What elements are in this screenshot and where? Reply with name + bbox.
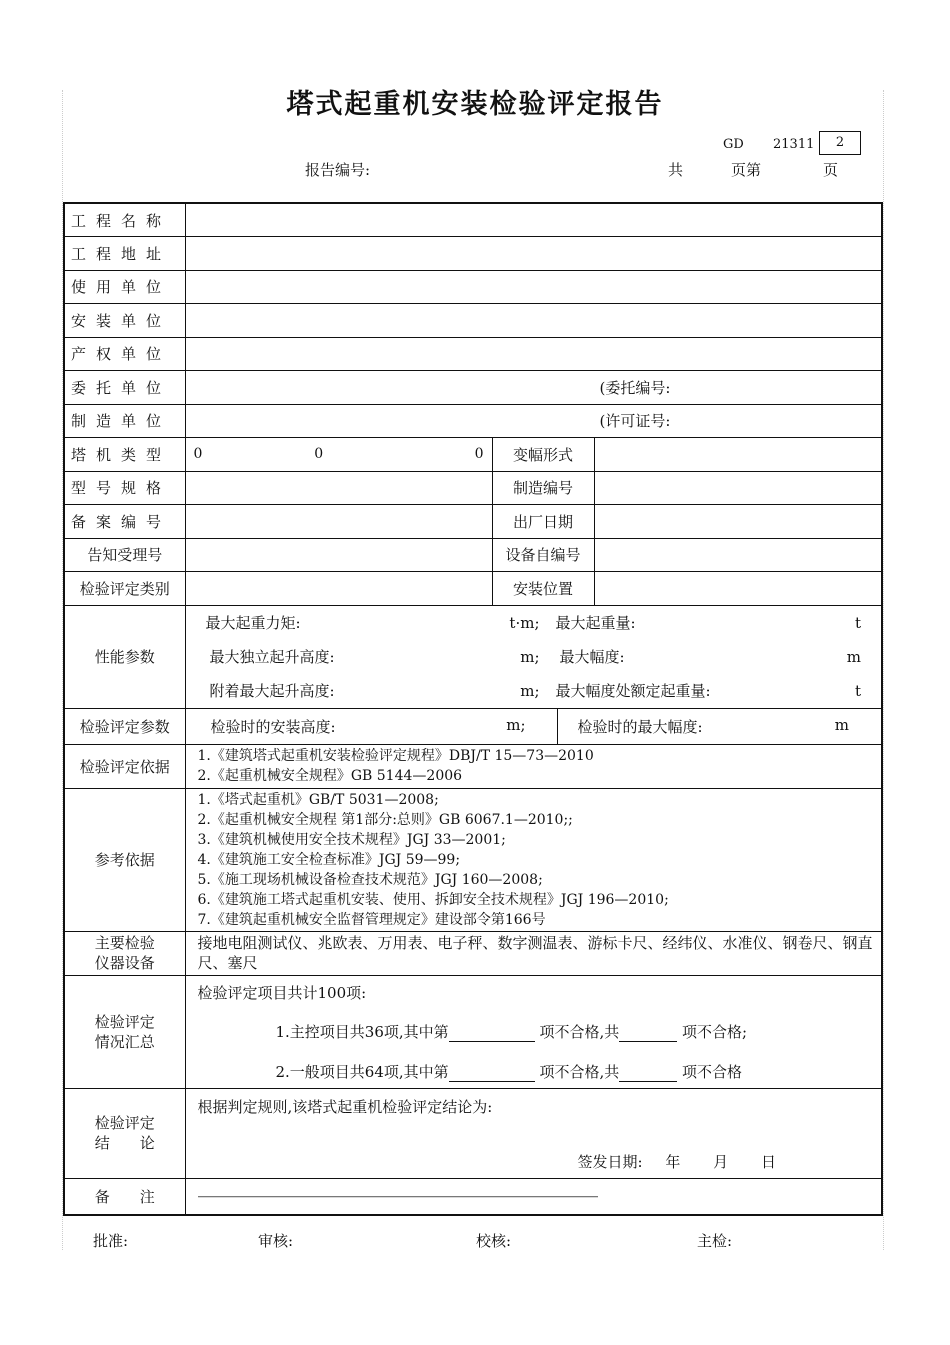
row-performance: [64, 605, 882, 708]
row-record-no: [64, 505, 882, 539]
issue-day: 日: [760, 1152, 776, 1171]
project-addr-field[interactable]: [185, 237, 882, 271]
summary-gen-b: 项不合格,共: [539, 1062, 620, 1081]
total-pages-label: 共: [668, 161, 684, 179]
row-category: [64, 572, 882, 606]
ref-item: 2.《起重机械安全规程 第1部分:总则》GB 6067.1—2010;;: [197, 811, 573, 828]
category-field[interactable]: [185, 572, 492, 606]
row-remark: [64, 1178, 882, 1215]
row-eval-params: [64, 708, 882, 744]
ref-item: 1.《塔式起重机》GB/T 5031—2008;: [197, 791, 439, 808]
crane-type-label: 塔机类型: [64, 438, 185, 472]
maker-unit-field[interactable]: [185, 404, 882, 438]
free-height-label: 最大独立起升高度:: [209, 648, 335, 666]
conclusion-label-2: 结 论: [94, 1134, 155, 1152]
device-no-field[interactable]: [594, 538, 882, 572]
max-radius-label: 最大幅度:: [559, 648, 625, 666]
notice-no-label: 告知受理号: [64, 538, 185, 572]
summary-gen-c: 项不合格: [682, 1062, 743, 1081]
review-label: 审核:: [258, 1232, 294, 1250]
serial-field[interactable]: [594, 471, 882, 505]
summary-main-c: 项不合格;: [682, 1022, 748, 1041]
report-title: 塔式起重机安装检验评定报告: [286, 89, 664, 120]
row-maker-unit: [64, 404, 882, 438]
client-unit-field[interactable]: [185, 371, 882, 405]
summary-gen-a: 2.一般项目共64项,其中第: [275, 1062, 449, 1081]
row-refs: [64, 788, 882, 931]
summary-main-b: 项不合格,共: [539, 1022, 620, 1041]
free-height-unit: m;: [520, 647, 540, 666]
crane-type-value-1: 0: [193, 446, 203, 463]
row-owner-unit: [64, 337, 882, 371]
conclusion-label-1: 检验评定: [94, 1114, 155, 1132]
conclusion-label: [64, 1088, 185, 1178]
row-conclusion: [64, 1088, 882, 1178]
report-no-label: 报告编号:: [305, 161, 371, 179]
code-box: 2: [819, 131, 861, 155]
install-pos-field[interactable]: [594, 572, 882, 606]
serial-label: 制造编号: [492, 471, 594, 505]
row-project-name: [64, 203, 882, 237]
attached-height-label: 附着最大起升高度:: [209, 682, 335, 700]
refs-label: 参考依据: [64, 788, 185, 931]
issue-month: 月: [713, 1152, 729, 1171]
conclusion-text: 根据判定规则,该塔式起重机检验评定结论为:: [197, 1097, 493, 1116]
issue-date-label: 签发日期:: [577, 1152, 643, 1171]
summary-label-2: 情况汇总: [94, 1032, 155, 1051]
ref-item: 5.《施工现场机械设备检查技术规范》JGJ 160—2008;: [197, 871, 543, 888]
refs-field: [185, 788, 882, 931]
model-label: 型号规格: [64, 471, 185, 505]
factory-date-label: 出厂日期: [492, 505, 594, 539]
row-equipment: [64, 931, 882, 975]
main-count-blank[interactable]: [619, 1025, 677, 1042]
radius-load-label: 最大幅度处额定起重量:: [555, 682, 711, 700]
install-unit-field[interactable]: [185, 304, 882, 338]
max-load-unit: t: [854, 613, 861, 632]
check-label: 校核:: [476, 1232, 512, 1250]
ref-item: 4.《建筑施工安全检查标准》JGJ 59—99;: [197, 851, 461, 868]
summary-main-a: 1.主控项目共36项,其中第: [275, 1022, 449, 1041]
remark-label: 备 注: [64, 1178, 185, 1215]
row-client-unit: [64, 371, 882, 405]
approve-label: 批准:: [93, 1232, 129, 1250]
issue-year: 年: [665, 1152, 681, 1171]
summary-general-line: [198, 1061, 876, 1082]
summary-field: [185, 975, 882, 1088]
model-field[interactable]: [185, 471, 492, 505]
project-name-field[interactable]: [185, 203, 882, 237]
page-end-label: 页: [823, 161, 839, 179]
crane-type-field[interactable]: [185, 438, 492, 472]
row-project-addr: [64, 237, 882, 271]
row-notice-no: [64, 538, 882, 572]
row-crane-type: [64, 438, 882, 472]
eval-install-height: [186, 709, 558, 744]
max-moment-unit: t·m;: [509, 613, 540, 632]
client-no-label: (委托编号:: [599, 378, 671, 397]
row-user-unit: [64, 270, 882, 304]
issue-date: [198, 1151, 876, 1172]
basis-item: 2.《起重机械安全规程》GB 5144—2006: [197, 768, 463, 784]
crane-type-value-3: 0: [474, 446, 484, 463]
license-no-label: (许可证号:: [599, 412, 671, 431]
performance-label: 性能参数: [64, 605, 185, 708]
eval-max-radius-unit: m: [834, 715, 849, 734]
ref-item: 7.《建筑起重机械安全监督管理规定》建设部令第166号: [197, 911, 546, 928]
radius-load-unit: t: [854, 681, 861, 700]
user-unit-field[interactable]: [185, 270, 882, 304]
eval-install-height-unit: m;: [506, 715, 526, 734]
equipment-text: 接地电阻测试仪、兆欧表、万用表、电子秤、数字测温表、游标卡尺、经纬仪、水准仪、钢卷尺、钢直尺、塞尺: [185, 931, 882, 975]
luffing-field[interactable]: [594, 438, 882, 472]
basis-field: [185, 744, 882, 788]
summary-label: [64, 975, 185, 1088]
general-item-blank[interactable]: [449, 1065, 535, 1082]
project-name-label: 工程名称: [64, 203, 185, 237]
record-no-label: 备案编号: [64, 505, 185, 539]
eval-params-field: [185, 708, 882, 744]
page-label: 页第: [731, 161, 762, 179]
performance-field: [185, 605, 882, 708]
eval-max-radius-label: 检验时的最大幅度:: [577, 717, 703, 736]
report-form: [63, 202, 883, 1216]
conclusion-field[interactable]: [185, 1088, 882, 1178]
eval-install-height-label: 检验时的安装高度:: [210, 717, 336, 736]
general-count-blank[interactable]: [619, 1065, 677, 1082]
summary-main-line: [198, 1021, 876, 1042]
eval-max-radius: [557, 709, 881, 744]
factory-date-field[interactable]: [594, 505, 882, 539]
client-unit-label: 委托单位: [64, 371, 185, 405]
main-item-blank[interactable]: [449, 1025, 535, 1042]
luffing-label: 变幅形式: [492, 438, 594, 472]
basis-label: 检验评定依据: [64, 744, 185, 788]
user-unit-label: 使用单位: [64, 270, 185, 304]
notice-no-field[interactable]: [185, 538, 492, 572]
owner-unit-field[interactable]: [185, 337, 882, 371]
project-addr-label: 工程地址: [64, 237, 185, 271]
basis-item: 1.《建筑塔式起重机安装检验评定规程》DBJ/T 15—73—2010: [197, 748, 594, 764]
install-pos-label: 安装位置: [492, 572, 594, 606]
owner-unit-label: 产权单位: [64, 337, 185, 371]
eval-params-label: 检验评定参数: [64, 708, 185, 744]
row-summary: [64, 975, 882, 1088]
crane-type-value-2: 0: [314, 446, 324, 463]
ref-item: 6.《建筑施工塔式起重机安装、使用、拆卸安全技术规程》JGJ 196—2010;: [197, 891, 669, 908]
code-prefix: GD: [723, 137, 744, 152]
summary-label-1: 检验评定: [94, 1012, 155, 1031]
record-no-field[interactable]: [185, 505, 492, 539]
device-no-label: 设备自编号: [492, 538, 594, 572]
maker-unit-label: 制造单位: [64, 404, 185, 438]
row-basis: [64, 744, 882, 788]
max-moment-label: 最大起重力矩:: [205, 614, 301, 632]
install-unit-label: 安装单位: [64, 304, 185, 338]
equipment-label-2: 仪器设备: [94, 954, 155, 972]
row-model: [64, 471, 882, 505]
attached-height-unit: m;: [520, 681, 540, 700]
max-load-label: 最大起重量:: [555, 614, 636, 632]
inspector-label: 主检:: [697, 1232, 733, 1250]
category-label: 检验评定类别: [64, 572, 185, 606]
remark-text[interactable]: ————————————————————————————————————————: [185, 1178, 882, 1215]
summary-total: 检验评定项目共计100项:: [197, 983, 367, 1002]
ref-item: 3.《建筑机械使用安全技术规程》JGJ 33—2001;: [197, 831, 506, 848]
max-radius-unit: m: [846, 647, 861, 666]
equipment-label: [64, 931, 185, 975]
row-install-unit: [64, 304, 882, 338]
equipment-label-1: 主要检验: [94, 934, 155, 952]
code-number: 21311: [773, 137, 815, 152]
